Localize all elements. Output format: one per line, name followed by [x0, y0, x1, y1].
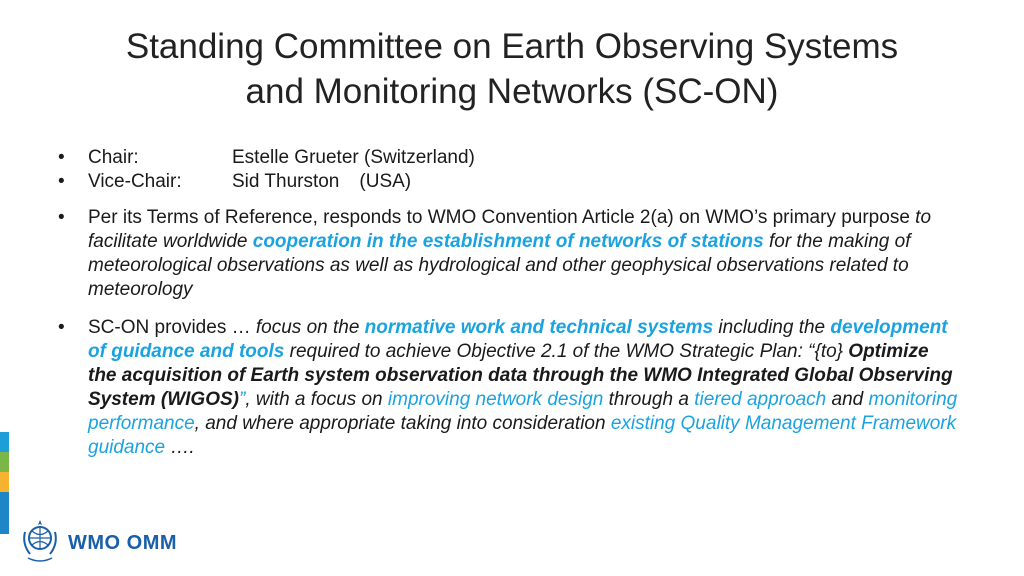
scon-italic-end: …. [165, 437, 195, 458]
slide-title [40, 24, 984, 114]
accent-bar-green [0, 452, 9, 472]
scon-link-network-design: improving network design [387, 389, 604, 410]
wmo-logo-text: WMO OMM [68, 531, 178, 554]
tor-text: Per its Terms of Reference, responds to WMO Convention Article 2(a) on WMO’s primary purpose [88, 207, 916, 228]
slide-content [58, 146, 958, 460]
scon-italic: including the [713, 317, 831, 338]
bullet-dot: • [58, 171, 65, 192]
accent-bar-orange [0, 472, 9, 492]
chair-item [58, 146, 958, 170]
bullet-dot: • [58, 317, 65, 338]
chair-label: Chair: [88, 147, 139, 168]
scon-italic: , and where appropriate taking into consideration [194, 413, 611, 434]
scon-link-monitoring: monitoring performance [88, 389, 958, 434]
accent-bar-dark-blue [0, 492, 9, 534]
scon-link-tiered: tiered approach [694, 389, 827, 410]
vice-chair-country: (USA) [359, 171, 412, 192]
vice-chair-item [58, 170, 958, 194]
scon-italic: focus on the [255, 317, 365, 338]
sc-on-provides-text [88, 316, 958, 460]
bullet-dot: • [58, 147, 65, 168]
terms-of-reference-text [88, 206, 958, 302]
scon-objective: Optimize the acquisition of Earth system observation data through the WMO Integrated Global Observing System (WIGOS) [88, 341, 953, 410]
scon-highlight-guidance: development of guidance and tools [88, 317, 948, 362]
scon-link-qmf: existing Quality Management Framework guidance [88, 413, 957, 458]
accent-bar-blue [0, 432, 9, 452]
vice-chair-label: Vice-Chair: [88, 171, 182, 192]
scon-italic: and [826, 389, 869, 410]
sc-on-provides-item [58, 316, 958, 460]
scon-italic: through a [603, 389, 695, 410]
tor-italic-end: for the making of meteorological observations as well as hydrological and other geophysical observations related to meteorology [88, 231, 911, 300]
scon-quote-close: ” [238, 389, 246, 410]
tor-highlight: cooperation in the establishment of networks of stations [252, 231, 764, 252]
bullet-dot: • [58, 207, 65, 228]
title-line-2: and Monitoring Networks (SC-ON) [245, 72, 779, 111]
wmo-emblem-icon [20, 518, 60, 568]
tor-italic: to facilitate worldwide [88, 207, 932, 252]
vice-chair-name: Sid Thurston [232, 171, 340, 192]
chair-value: Estelle Grueter (Switzerland) [232, 147, 475, 168]
scon-highlight-normative: normative work and technical systems [364, 317, 714, 338]
terms-of-reference-item [58, 206, 958, 302]
wmo-logo [20, 518, 177, 568]
scon-italic: , with a focus on [245, 389, 388, 410]
scon-italic: required to achieve Objective 2.1 of the WMO Strategic Plan: “{to} [284, 341, 849, 362]
scon-text: SC-ON provides … [88, 317, 256, 338]
title-line-1: Standing Committee on Earth Observing Systems [125, 27, 899, 66]
